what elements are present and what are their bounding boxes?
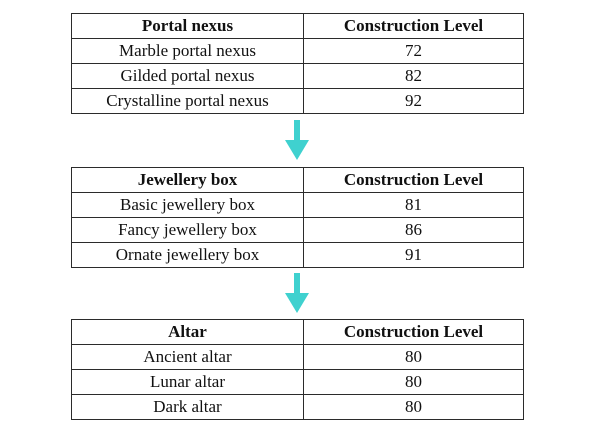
level-cell: 92 (304, 89, 524, 114)
item-name-cell: Marble portal nexus (72, 39, 304, 64)
level-cell: 80 (304, 395, 524, 420)
column-header-level: Construction Level (304, 168, 524, 193)
table-row (72, 89, 524, 114)
level-cell: 82 (304, 64, 524, 89)
table-row (72, 243, 524, 268)
item-name-cell: Lunar altar (72, 370, 304, 395)
level-cell: 80 (304, 345, 524, 370)
level-cell: 81 (304, 193, 524, 218)
table-header-row (72, 168, 524, 193)
column-header-level: Construction Level (304, 320, 524, 345)
table-row (72, 39, 524, 64)
table-row (72, 193, 524, 218)
column-header-item: Jewellery box (72, 168, 304, 193)
level-cell: 86 (304, 218, 524, 243)
column-header-item: Portal nexus (72, 14, 304, 39)
item-name-cell: Ornate jewellery box (72, 243, 304, 268)
level-cell: 72 (304, 39, 524, 64)
item-name-cell: Gilded portal nexus (72, 64, 304, 89)
table-row (72, 345, 524, 370)
altar-table (71, 319, 524, 420)
level-cell: 91 (304, 243, 524, 268)
item-name-cell: Fancy jewellery box (72, 218, 304, 243)
table-row (72, 370, 524, 395)
portal-nexus-table (71, 13, 524, 114)
table-row (72, 395, 524, 420)
item-name-cell: Basic jewellery box (72, 193, 304, 218)
arrow-down-icon (285, 273, 309, 313)
table-header-row (72, 320, 524, 345)
arrow-down-icon (285, 120, 309, 160)
table-header-row (72, 14, 524, 39)
jewellery-box-table (71, 167, 524, 268)
level-cell: 80 (304, 370, 524, 395)
table-row (72, 64, 524, 89)
column-header-item: Altar (72, 320, 304, 345)
table-row (72, 218, 524, 243)
item-name-cell: Ancient altar (72, 345, 304, 370)
column-header-level: Construction Level (304, 14, 524, 39)
item-name-cell: Crystalline portal nexus (72, 89, 304, 114)
item-name-cell: Dark altar (72, 395, 304, 420)
